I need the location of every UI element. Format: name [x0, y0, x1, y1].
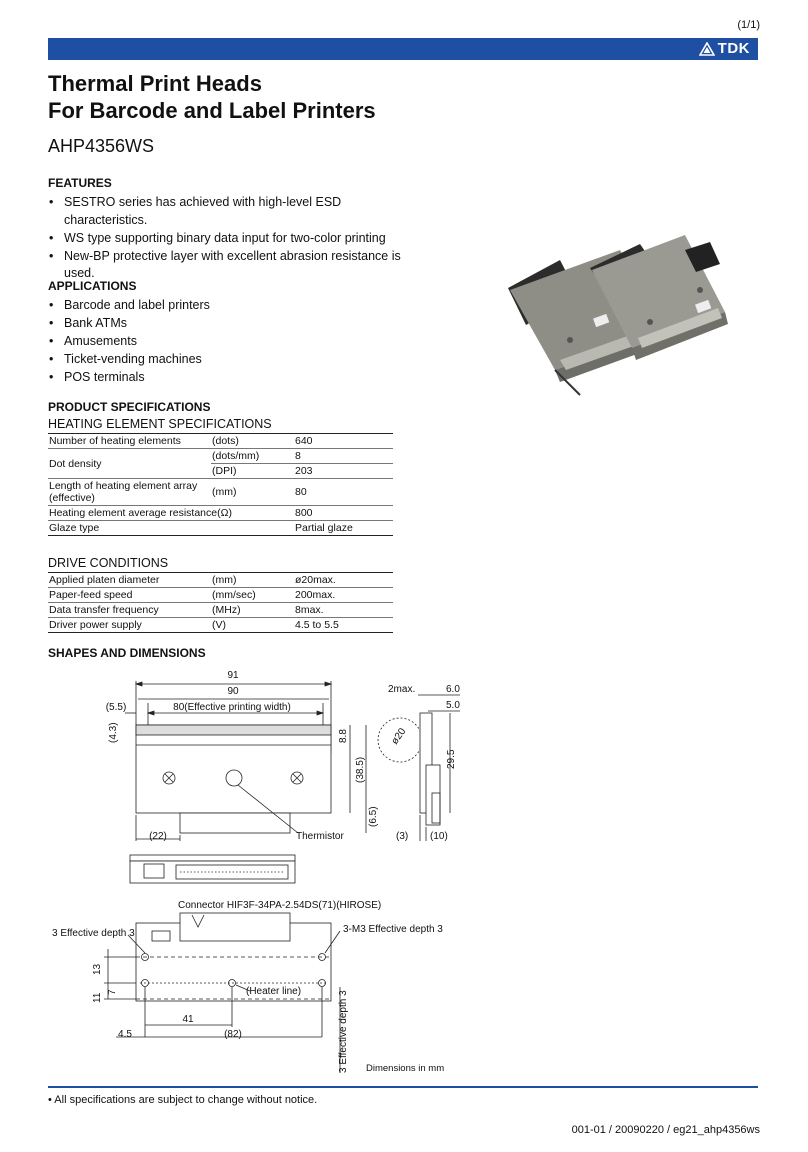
table-cell: 8 — [294, 449, 393, 464]
dimension-drawing — [40, 665, 460, 1080]
table-row — [48, 618, 393, 633]
applications-heading: APPLICATIONS — [48, 279, 137, 293]
table-row — [48, 603, 393, 618]
table-row — [48, 506, 393, 521]
dim-82: (82) — [224, 1029, 242, 1040]
heating-heading: HEATING ELEMENT SPECIFICATIONS — [48, 417, 272, 431]
dim-90: 90 — [227, 686, 239, 697]
table-cell: Heating element average resistance(Ω) — [48, 506, 294, 521]
dim-91: 91 — [227, 670, 239, 681]
table-cell: Partial glaze — [294, 521, 393, 536]
product-specs-section — [48, 400, 408, 633]
table-cell: Driver power supply — [48, 618, 211, 633]
dim-41: 41 — [182, 1014, 194, 1025]
title-line-2: For Barcode and Label Printers — [48, 98, 376, 123]
dim-2max: 2max. — [388, 684, 416, 695]
drive-heading: DRIVE CONDITIONS — [48, 556, 169, 570]
table-cell: (V) — [211, 618, 294, 633]
dims-unit-label: Dimensions in mm — [366, 1063, 445, 1074]
list-item: • New-BP protective layer with excellent abrasion resistance is used. — [48, 248, 408, 283]
table-cell: (dots) — [211, 434, 294, 449]
dim-4-5: 4.5 — [118, 1029, 132, 1040]
list-item: • Amusements — [48, 333, 408, 351]
page-number: (1/1) — [737, 19, 760, 31]
drive-spec-table — [48, 572, 393, 633]
table-cell: (dots/mm) — [211, 449, 294, 464]
eff-depth-left-label: 3 Effective depth 3 — [52, 928, 135, 939]
page-title — [48, 70, 376, 124]
brand-name: TDK — [717, 40, 750, 57]
list-item: • SESTRO series has achieved with high-level ESD characteristics. — [48, 194, 408, 229]
product-specs-heading: PRODUCT SPECIFICATIONS — [48, 400, 211, 414]
table-cell — [211, 521, 294, 536]
list-item: • POS terminals — [48, 369, 408, 387]
list-item: • Bank ATMs — [48, 315, 408, 333]
brand-logo — [699, 40, 750, 57]
table-cell: 640 — [294, 434, 393, 449]
features-list — [48, 194, 408, 283]
dim-13: 13 — [92, 963, 103, 975]
dim-11: 11 — [92, 992, 103, 1003]
table-cell: (MHz) — [211, 603, 294, 618]
table-cell: Paper-feed speed — [48, 588, 211, 603]
eff-depth-bottom-label: 3 Effective depth 3 — [338, 990, 349, 1073]
table-cell: 203 — [294, 464, 393, 479]
heater-line-label: (Heater line) — [246, 986, 302, 997]
table-row — [48, 449, 393, 464]
dim-3: (3) — [396, 831, 409, 842]
dim-effective-width: 80(Effective printing width) — [173, 702, 291, 713]
product-photo — [500, 230, 730, 400]
table-row — [48, 434, 393, 449]
table-row — [48, 573, 393, 588]
table-cell: 800 — [294, 506, 393, 521]
applications-list — [48, 297, 408, 387]
list-item: • Barcode and label printers — [48, 297, 408, 315]
footer-code: 001-01 / 20090220 / eg21_ahp4356ws — [571, 1124, 760, 1136]
m3-depth-label: 3-M3 Effective depth 3 — [343, 924, 443, 935]
dim-7: 7 — [107, 989, 118, 995]
table-cell: Length of heating element array (effective) — [48, 479, 211, 506]
dim-10: (10) — [430, 831, 448, 842]
model-number: AHP4356WS — [48, 136, 155, 156]
footer-note: • All specifications are subject to change without notice. — [48, 1094, 318, 1106]
shapes-heading: SHAPES AND DIMENSIONS — [48, 646, 206, 660]
tdk-emblem-icon — [699, 42, 715, 56]
dim-29-5: 29.5 — [446, 749, 457, 769]
dim-5-5: (5.5) — [105, 702, 127, 713]
header-bar — [48, 38, 758, 60]
connector-label: Connector HIF3F-34PA-2.54DS(71)(HIROSE) — [178, 900, 382, 911]
heating-spec-table — [48, 433, 393, 536]
table-cell: Applied platen diameter — [48, 573, 211, 588]
table-cell: 80 — [294, 479, 393, 506]
dim-22: (22) — [149, 831, 167, 842]
table-cell: ø20max. — [294, 573, 393, 588]
table-row — [48, 588, 393, 603]
features-heading: FEATURES — [48, 176, 112, 190]
table-cell: 8max. — [294, 603, 393, 618]
table-cell: (mm) — [211, 479, 294, 506]
table-row — [48, 521, 393, 536]
dim-4-3: (4.3) — [108, 722, 119, 743]
list-item: • WS type supporting binary data input for two-color printing — [48, 230, 408, 248]
table-cell: 4.5 to 5.5 — [294, 618, 393, 633]
table-cell: (mm/sec) — [211, 588, 294, 603]
dim-38-5: (38.5) — [355, 756, 366, 783]
table-cell: Data transfer frequency — [48, 603, 211, 618]
dim-6-5: (6.5) — [368, 806, 379, 827]
features-section — [48, 176, 408, 283]
table-cell: 200max. — [294, 588, 393, 603]
table-cell: (DPI) — [211, 464, 294, 479]
applications-section — [48, 279, 408, 387]
list-item: • Ticket-vending machines — [48, 351, 408, 369]
dim-6-0: 6.0 — [446, 684, 460, 695]
thermistor-label: Thermistor — [296, 831, 344, 842]
table-cell: (mm) — [211, 573, 294, 588]
table-cell: Glaze type — [48, 521, 211, 536]
table-cell: Dot density — [48, 449, 211, 479]
dim-8-8: 8.8 — [338, 729, 349, 743]
dim-phi20: ø20 — [389, 726, 409, 747]
table-cell: Number of heating elements — [48, 434, 211, 449]
title-line-1: Thermal Print Heads — [48, 71, 262, 96]
footer-divider — [48, 1086, 758, 1088]
table-row — [48, 479, 393, 506]
dim-5-0: 5.0 — [446, 700, 460, 711]
